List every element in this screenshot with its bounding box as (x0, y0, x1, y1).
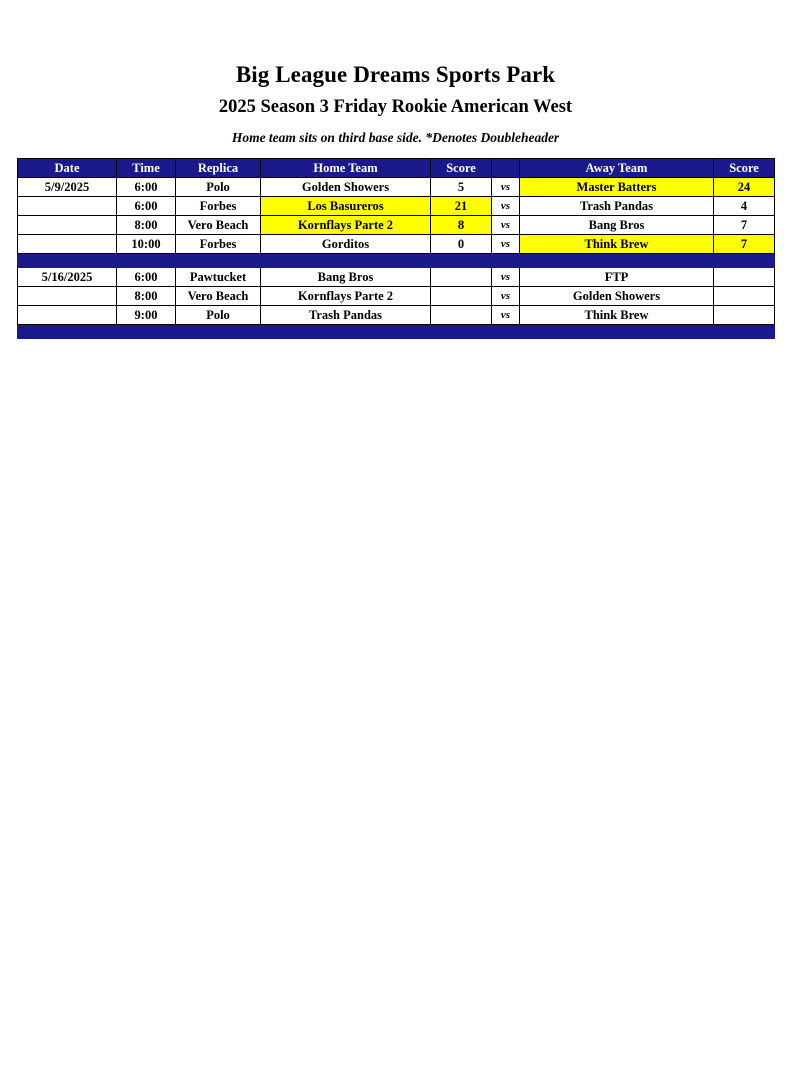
cell-time: 8:00 (117, 216, 176, 235)
cell-vs: vs (492, 306, 520, 325)
cell-replica: Forbes (176, 235, 261, 254)
cell-away-team: FTP (520, 268, 714, 287)
cell-replica: Vero Beach (176, 216, 261, 235)
cell-vs: vs (492, 216, 520, 235)
column-header-away-score: Score (714, 159, 775, 178)
page-subtitle: 2025 Season 3 Friday Rookie American West (218, 97, 573, 118)
column-header-home-score: Score (431, 159, 492, 178)
cell-time: 6:00 (117, 268, 176, 287)
cell-home-team: Bang Bros (261, 268, 431, 287)
column-header-replica: Replica (176, 159, 261, 178)
week-separator (18, 325, 775, 339)
table-row (18, 268, 775, 287)
column-header-date: Date (18, 159, 117, 178)
cell-date (18, 287, 117, 306)
cell-away-score (714, 268, 775, 287)
separator-bar (18, 254, 775, 268)
cell-date (18, 197, 117, 216)
cell-away-score: 4 (714, 197, 775, 216)
table-body (18, 178, 775, 339)
cell-date (18, 306, 117, 325)
table-row (18, 197, 775, 216)
cell-home-score: 8 (431, 216, 492, 235)
cell-time: 9:00 (117, 306, 176, 325)
cell-date (18, 235, 117, 254)
cell-away-score: 7 (714, 235, 775, 254)
table-row (18, 178, 775, 197)
cell-date: 5/9/2025 (18, 178, 117, 197)
column-header-time: Time (117, 159, 176, 178)
cell-home-team: Gorditos (261, 235, 431, 254)
cell-home-team: Kornflays Parte 2 (261, 216, 431, 235)
cell-away-team: Think Brew (520, 306, 714, 325)
cell-date (18, 216, 117, 235)
cell-away-team: Master Batters (520, 178, 714, 197)
cell-home-score (431, 268, 492, 287)
cell-vs: vs (492, 178, 520, 197)
document-header (0, 62, 791, 145)
cell-time: 6:00 (117, 178, 176, 197)
column-header-home-team: Home Team (261, 159, 431, 178)
cell-time: 8:00 (117, 287, 176, 306)
schedule-table (17, 158, 775, 339)
table-row (18, 306, 775, 325)
cell-home-team: Los Basureros (261, 197, 431, 216)
cell-home-team: Trash Pandas (261, 306, 431, 325)
cell-replica: Pawtucket (176, 268, 261, 287)
cell-home-score: 21 (431, 197, 492, 216)
document-page (0, 62, 791, 1086)
page-note: Home team sits on third base side. *Denotes Doubleheader (231, 129, 560, 145)
cell-vs: vs (492, 287, 520, 306)
cell-away-score: 7 (714, 216, 775, 235)
cell-time: 10:00 (117, 235, 176, 254)
cell-replica: Polo (176, 178, 261, 197)
cell-vs: vs (492, 197, 520, 216)
cell-vs: vs (492, 235, 520, 254)
cell-time: 6:00 (117, 197, 176, 216)
week-separator (18, 254, 775, 268)
cell-away-score: 24 (714, 178, 775, 197)
cell-replica: Forbes (176, 197, 261, 216)
table-header-row (18, 159, 775, 178)
column-header-away-team: Away Team (520, 159, 714, 178)
cell-away-team: Golden Showers (520, 287, 714, 306)
cell-home-team: Kornflays Parte 2 (261, 287, 431, 306)
cell-vs: vs (492, 268, 520, 287)
cell-home-score: 5 (431, 178, 492, 197)
table-row (18, 287, 775, 306)
cell-date: 5/16/2025 (18, 268, 117, 287)
table-row (18, 235, 775, 254)
cell-replica: Polo (176, 306, 261, 325)
separator-bar (18, 325, 775, 339)
cell-replica: Vero Beach (176, 287, 261, 306)
cell-away-score (714, 306, 775, 325)
cell-away-team: Bang Bros (520, 216, 714, 235)
cell-away-team: Trash Pandas (520, 197, 714, 216)
page-title: Big League Dreams Sports Park (235, 62, 556, 87)
cell-away-team: Think Brew (520, 235, 714, 254)
cell-home-team: Golden Showers (261, 178, 431, 197)
cell-home-score: 0 (431, 235, 492, 254)
cell-home-score (431, 287, 492, 306)
table-row (18, 216, 775, 235)
cell-home-score (431, 306, 492, 325)
column-header-vs (492, 159, 520, 178)
cell-away-score (714, 287, 775, 306)
